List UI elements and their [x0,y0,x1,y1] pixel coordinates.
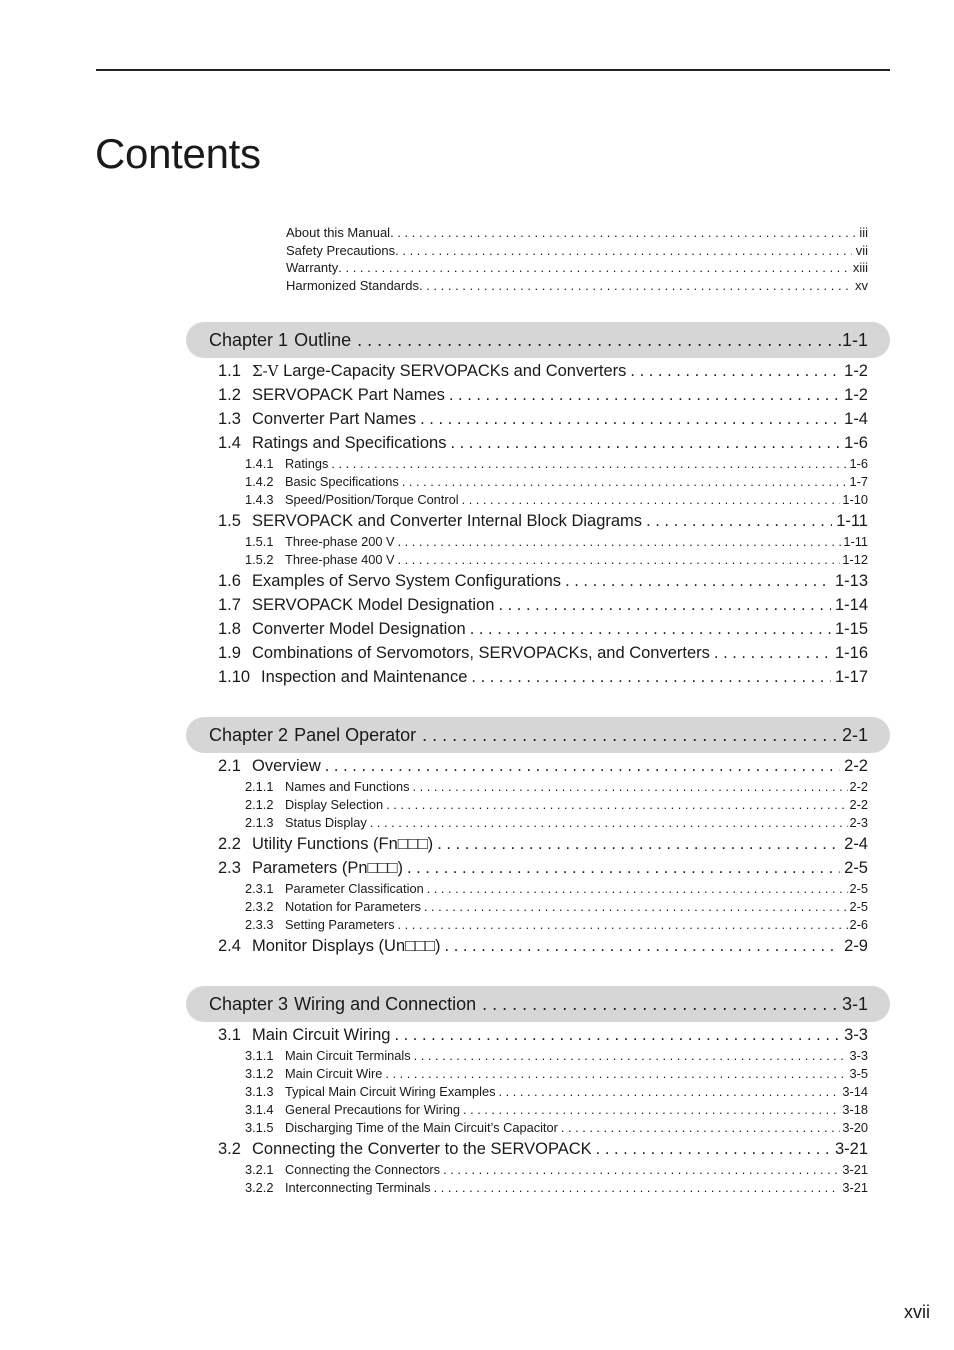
leader-dots [419,277,851,295]
section-title: Utility Functions (Fn□□□) [252,835,434,853]
chapter-page: 2-1 [841,725,868,745]
entry-page: xv [855,277,868,293]
leader-dots [390,224,855,242]
section-page: 1-2 [844,386,868,404]
subsection-entry[interactable] [218,916,868,934]
subsection-entry[interactable] [218,533,868,551]
subsection-number: 2.3.2 [245,899,274,914]
leader-dots [407,856,840,880]
section-entry[interactable] [218,359,868,383]
section-title: SERVOPACK Part Names [252,386,445,404]
subsection-entry[interactable] [218,1179,868,1197]
entry-page: xiii [852,260,868,275]
subsection-page: 1-6 [849,456,868,471]
leader-dots [412,778,847,796]
section-entry[interactable] [218,509,868,533]
section-page: 1-15 [834,620,868,638]
subsection-entry[interactable] [218,880,868,898]
leader-dots [445,934,841,958]
section-title: Monitor Displays (Un□□□) [252,937,441,955]
subsection-title: Display Selection [285,797,384,812]
section-page: 2-5 [844,859,868,877]
subsection-number: 3.1.3 [245,1084,274,1099]
leader-dots [565,569,831,593]
subsection-number: 1.5.2 [245,552,274,567]
subsection-page: 1-12 [842,552,868,567]
entry-title: Warranty [286,260,339,275]
section-title: Converter Model Designation [252,620,466,638]
subsection-title: Status Display [285,815,367,830]
leader-dots [398,916,848,934]
subsection-title: General Precautions for Wiring [285,1102,460,1117]
leader-dots [385,1065,847,1083]
subsection-number: 3.2.2 [245,1180,274,1195]
section-title: Examples of Servo System Configurations [252,572,562,590]
subsection-page: 2-3 [849,815,868,830]
section-title: SERVOPACK and Converter Internal Block Diagrams [252,512,643,530]
section-title: SERVOPACK Model Designation [252,596,495,614]
subsection-page: 3-5 [849,1066,868,1081]
subsection-title: Three-phase 200 V [285,534,395,549]
leader-dots [394,1023,840,1047]
subsection-number: 1.4.2 [245,474,274,489]
leader-dots [449,383,840,407]
front-matter-item[interactable] [286,277,868,295]
subsection-entry[interactable] [218,778,868,796]
subsection-number: 2.3.3 [245,917,274,932]
leader-dots [443,1161,840,1179]
subsection-page: 3-14 [842,1084,868,1099]
chapter-list [186,322,890,1197]
subsection-page: 2-5 [849,881,868,896]
section-list [186,358,890,689]
subsection-entry[interactable] [218,1161,868,1179]
section-entry[interactable] [218,665,868,689]
chapter-heading[interactable] [186,717,890,753]
section-entry[interactable] [218,832,868,856]
section-number: 1.10 [218,668,251,686]
subsection-entry[interactable] [218,814,868,832]
subsection-number: 3.1.5 [245,1120,274,1135]
section-page: 3-3 [844,1026,868,1044]
subsection-number: 2.1.1 [245,779,274,794]
subsection-page: 3-21 [842,1162,868,1177]
section-number: 1.5 [218,512,241,530]
subsection-entry[interactable] [218,898,868,916]
chapter-3 [186,986,890,1197]
subsection-page: 2-2 [849,797,868,812]
section-number: 1.9 [218,644,241,662]
section-number: 1.1 [218,362,241,380]
leader-dots [630,359,840,383]
section-entry[interactable] [218,593,868,617]
leader-dots [714,641,831,665]
leader-dots [402,473,848,491]
subsection-page: 3-20 [842,1120,868,1135]
subsection-title: Main Circuit Wire [285,1066,383,1081]
subsection-entry[interactable] [218,473,868,491]
subsection-entry[interactable] [218,491,868,509]
section-number: 1.4 [218,434,241,452]
section-entry[interactable] [218,569,868,593]
section-page: 1-4 [844,410,868,428]
section-number: 1.7 [218,596,241,614]
leader-dots [357,322,842,358]
subsection-page: 3-3 [849,1048,868,1063]
section-title: Connecting the Converter to the SERVOPACK [252,1140,592,1158]
leader-dots [499,1083,841,1101]
leader-dots [427,880,848,898]
leader-dots [331,455,847,473]
subsection-entry[interactable] [218,1047,868,1065]
section-number: 1.3 [218,410,241,428]
subsection-entry[interactable] [218,455,868,473]
section-list [186,753,890,958]
section-entry[interactable] [218,856,868,880]
leader-dots [471,665,831,689]
leader-dots [424,898,848,916]
section-title: Parameters (Pn□□□) [252,859,403,877]
section-title: Combinations of Servomotors, SERVOPACKs, and Converters [252,644,710,662]
subsection-title: Typical Main Circuit Wiring Examples [285,1084,496,1099]
chapter-heading[interactable] [186,986,890,1022]
section-title: Ratings and Specifications [252,434,447,452]
section-entry[interactable] [218,617,868,641]
leader-dots [398,551,841,569]
subsection-page: 3-21 [842,1180,868,1195]
subsection-page: 1-7 [849,474,868,489]
section-page: 2-9 [844,937,868,955]
chapter-page: 3-1 [841,994,868,1014]
chapter-spacer [186,689,890,717]
section-entry[interactable] [218,383,868,407]
subsection-number: 3.1.1 [245,1048,274,1063]
subsection-number: 1.4.1 [245,456,274,471]
section-entry[interactable] [218,934,868,958]
entry-title: Harmonized Standards [286,277,419,293]
subsection-number: 3.2.1 [245,1162,274,1177]
subsection-number: 2.1.2 [245,797,274,812]
leader-dots [561,1119,841,1137]
section-title: Inspection and Maintenance [261,668,468,686]
section-number: 1.8 [218,620,241,638]
leader-dots [325,754,840,778]
leader-dots [437,832,840,856]
section-title-text: Large-Capacity SERVOPACKs and Converters [283,362,627,380]
section-page: 1-16 [834,644,868,662]
subsection-number: 2.1.3 [245,815,274,830]
leader-dots [386,796,847,814]
section-number: 2.1 [218,757,241,775]
section-number: 1.2 [218,386,241,404]
section-title: Main Circuit Wiring [252,1026,391,1044]
section-title: Overview [252,757,321,775]
section-entry[interactable] [218,407,868,431]
chapter-2 [186,717,890,958]
leader-dots [462,491,841,509]
subsection-title: Speed/Position/Torque Control [285,492,459,507]
section-entry[interactable] [218,641,868,665]
subsection-number: 2.3.1 [245,881,274,896]
subsection-number: 1.4.3 [245,492,274,507]
subsection-page: 3-18 [842,1102,868,1117]
subsection-page: 1-11 [843,534,868,549]
section-entry[interactable] [218,754,868,778]
front-matter-list [286,224,868,294]
front-matter-item[interactable] [286,242,868,260]
chapter-title: Outline [294,330,352,350]
leader-dots [414,1047,848,1065]
chapter-title: Panel Operator [294,725,417,745]
subsection-title: Notation for Parameters [285,899,421,914]
section-page: 2-2 [844,757,868,775]
leader-dots [434,1179,841,1197]
section-page: 1-11 [836,512,868,530]
leader-dots [482,986,842,1022]
chapter-page: 1-1 [841,330,868,350]
entry-page: vii [855,242,868,258]
section-number: 3.1 [218,1026,241,1044]
chapter-spacer [186,958,890,986]
leader-dots [470,617,831,641]
subsection-entry[interactable] [218,1083,868,1101]
section-list [186,1022,890,1197]
front-matter-item[interactable] [286,224,868,242]
section-page: 3-21 [834,1140,868,1158]
leader-dots [646,509,832,533]
section-number: 3.2 [218,1140,241,1158]
subsection-entry[interactable] [218,1065,868,1083]
section-page: 2-4 [844,835,868,853]
leader-dots [395,242,852,260]
section-entry[interactable] [218,431,868,455]
subsection-title: Names and Functions [285,779,410,794]
section-number: 2.4 [218,937,241,955]
subsection-page: 2-6 [849,917,868,932]
subsection-title: Parameter Classification [285,881,424,896]
subsection-page: 2-2 [849,779,868,794]
section-page: 1-17 [834,668,868,686]
subsection-title: Discharging Time of the Main Circuit’s Capacitor [285,1120,558,1135]
subsection-page: 1-10 [842,492,868,507]
chapter-number: Chapter 3 [209,994,289,1014]
section-entry[interactable] [218,1137,868,1161]
front-matter-item[interactable] [286,259,868,277]
leader-dots [498,593,831,617]
subsection-title: Main Circuit Terminals [285,1048,411,1063]
leader-dots [370,814,848,832]
section-page: 1-14 [834,596,868,614]
leader-dots [450,431,840,455]
section-page: 1-6 [844,434,868,452]
section-page: 1-13 [834,572,868,590]
subsection-title: Connecting the Connectors [285,1162,441,1177]
subsection-title: Three-phase 400 V [285,552,395,567]
entry-title: About this Manual [286,225,391,240]
top-rule [96,69,890,71]
leader-dots [422,717,842,753]
page-number: xvii [904,1302,930,1322]
chapter-title: Wiring and Connection [294,994,477,1014]
leader-dots [463,1101,840,1119]
subsection-number: 3.1.2 [245,1066,274,1081]
subsection-title: Ratings [285,456,329,471]
sigma-v-prefix: Σ-V [252,362,279,380]
chapter-heading[interactable] [186,322,890,358]
leader-dots [398,533,842,551]
subsection-number: 1.5.1 [245,534,274,549]
subsection-entry[interactable] [218,1101,868,1119]
subsection-number: 3.1.4 [245,1102,274,1117]
subsection-entry[interactable] [218,551,868,569]
subsection-entry[interactable] [218,1119,868,1137]
subsection-title: Basic Specifications [285,474,399,489]
entry-page: iii [859,225,868,240]
leader-dots [338,259,849,277]
section-page: 1-2 [844,362,868,380]
chapter-1 [186,322,890,689]
section-number: 2.2 [218,835,241,853]
subsection-page: 2-5 [849,899,868,914]
section-title [252,359,630,383]
leader-dots [420,407,840,431]
leader-dots [596,1137,831,1161]
section-number: 2.3 [218,859,241,877]
page-title: Contents [95,130,261,177]
section-title: Converter Part Names [252,410,417,428]
subsection-entry[interactable] [218,796,868,814]
subsection-title: Setting Parameters [285,917,395,932]
section-number: 1.6 [218,572,241,590]
subsection-title: Interconnecting Terminals [285,1180,431,1195]
entry-title: Safety Precautions [286,242,396,258]
chapter-number: Chapter 2 [209,725,289,745]
chapter-number: Chapter 1 [209,330,289,350]
section-entry[interactable] [218,1023,868,1047]
